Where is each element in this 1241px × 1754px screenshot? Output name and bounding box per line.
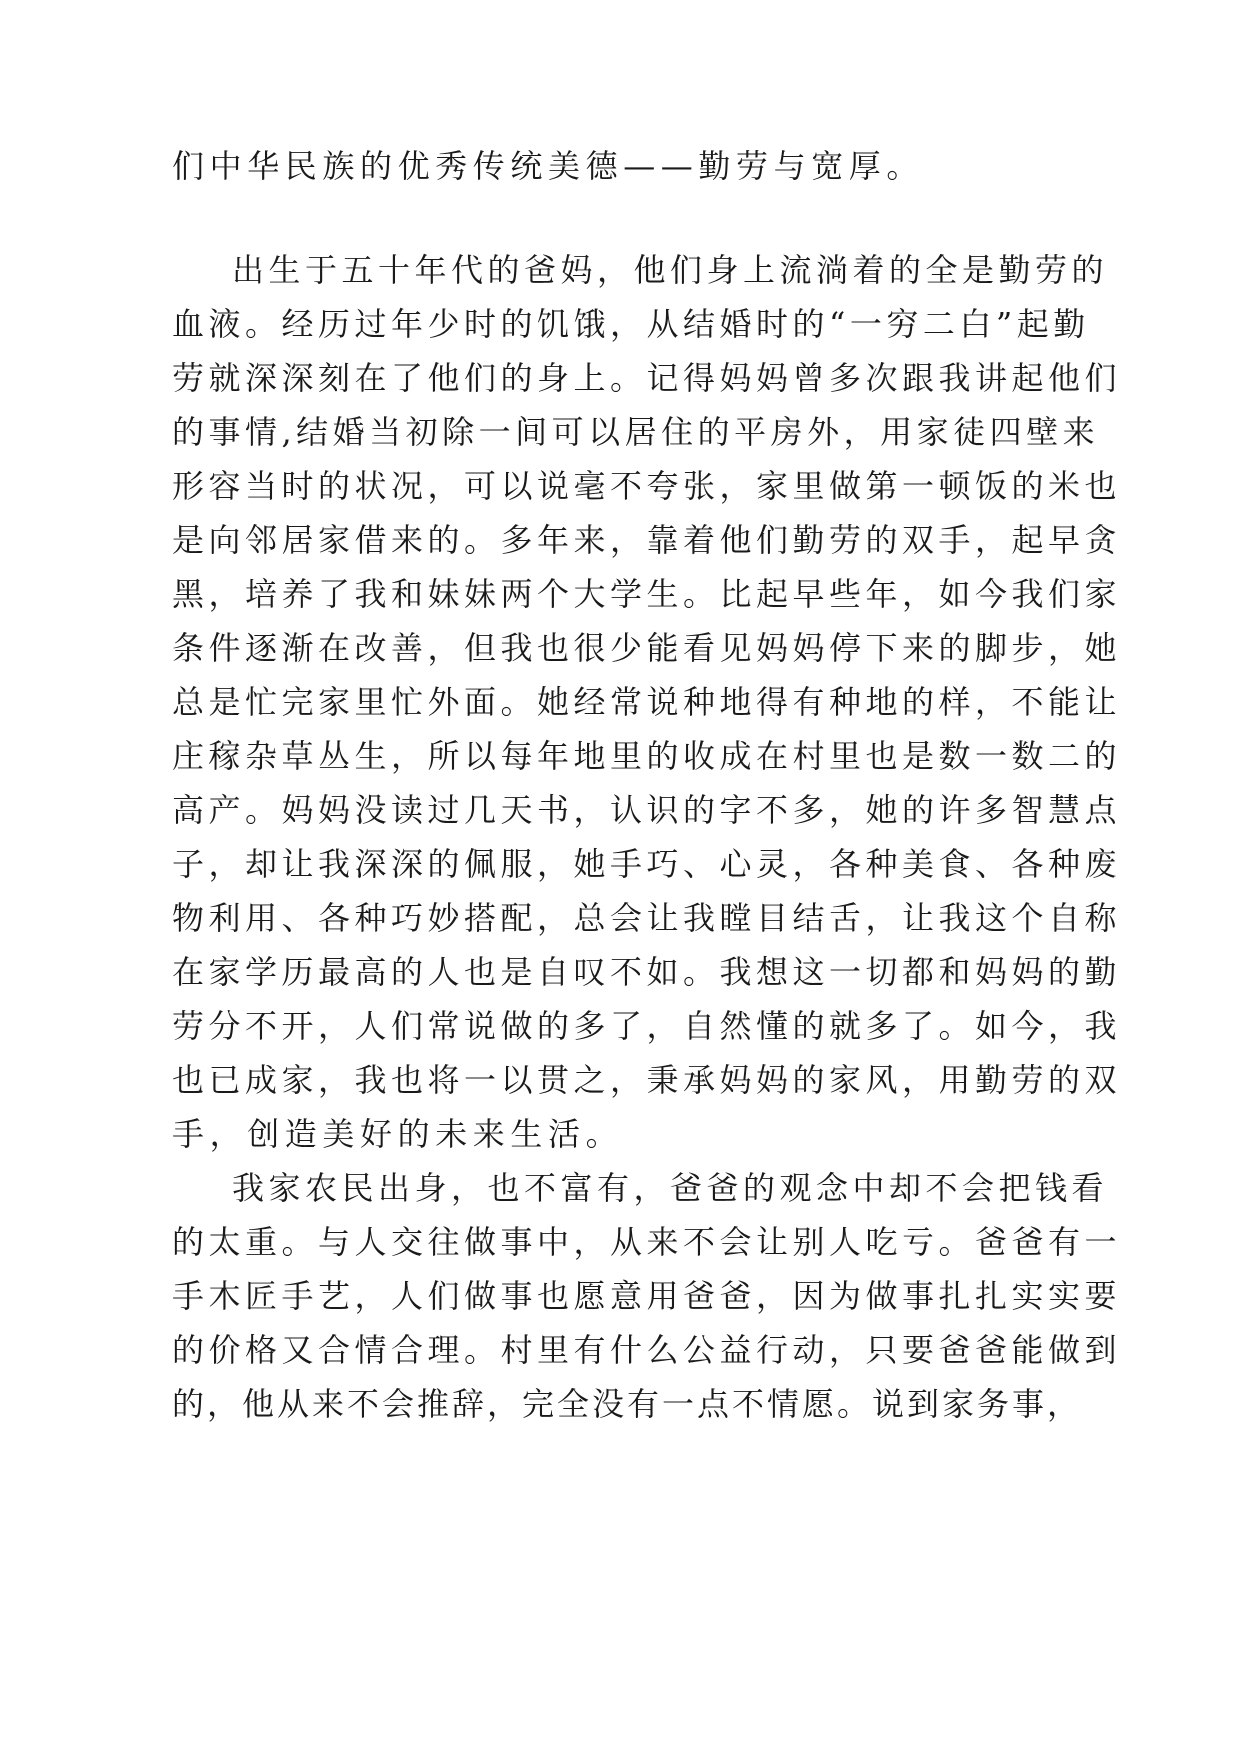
text-line: 的，他从来不会推辞，完全没有一点不情愿。说到家务事， <box>172 1385 1083 1423</box>
text-line: 物利用、各种巧妙搭配，总会让我瞠目结舌，让我这个自称 <box>172 899 1122 937</box>
text-line: 劳就深深刻在了他们的身上。记得妈妈曾多次跟我讲起他们 <box>172 359 1122 397</box>
text-line: 黑，培养了我和妹妹两个大学生。比起早些年，如今我们家 <box>172 575 1122 613</box>
text-line: 庄稼杂草丛生，所以每年地里的收成在村里也是数一数二的 <box>172 737 1122 775</box>
text-line: 总是忙完家里忙外面。她经常说种地得有种地的样，不能让 <box>172 683 1122 721</box>
text-line: 形容当时的状况，可以说毫不夸张，家里做第一顿饭的米也 <box>172 467 1122 505</box>
text-line: 手木匠手艺，人们做事也愿意用爸爸，因为做事扎扎实实要 <box>172 1277 1122 1315</box>
text-line: 我家农民出身，也不富有，爸爸的观念中却不会把钱看 <box>232 1169 1109 1207</box>
text-line: 是向邻居家借来的。多年来，靠着他们勤劳的双手，起早贪 <box>172 521 1122 559</box>
text-line: 的价格又合情合理。村里有什么公益行动，只要爸爸能做到 <box>172 1331 1122 1369</box>
text-line: 高产。妈妈没读过几天书，认识的字不多，她的许多智慧点 <box>172 791 1122 829</box>
text-line: 在家学历最高的人也是自叹不如。我想这一切都和妈妈的勤 <box>172 953 1122 991</box>
text-line: 的太重。与人交往做事中，从来不会让别人吃亏。爸爸有一 <box>172 1223 1122 1261</box>
text-line: 手，创造美好的未来生活。 <box>172 1115 624 1153</box>
text-line: 子，却让我深深的佩服，她手巧、心灵，各种美食、各种废 <box>172 845 1122 883</box>
text-line: 劳分不开，人们常说做的多了，自然懂的就多了。如今，我 <box>172 1007 1122 1045</box>
text-line: 也已成家，我也将一以贯之，秉承妈妈的家风，用勤劳的双 <box>172 1061 1122 1099</box>
text-line: 的事情,结婚当初除一间可以居住的平房外，用家徒四壁来 <box>172 413 1100 451</box>
text-line: 血液。经历过年少时的饥饿，从结婚时的“一穷二白”起勤 <box>172 305 1090 343</box>
text-line: 出生于五十年代的爸妈，他们身上流淌着的全是勤劳的 <box>232 251 1109 289</box>
text-line: 们中华民族的优秀传统美德——勤劳与宽厚。 <box>172 147 925 185</box>
text-line: 条件逐渐在改善，但我也很少能看见妈妈停下来的脚步，她 <box>172 629 1122 667</box>
